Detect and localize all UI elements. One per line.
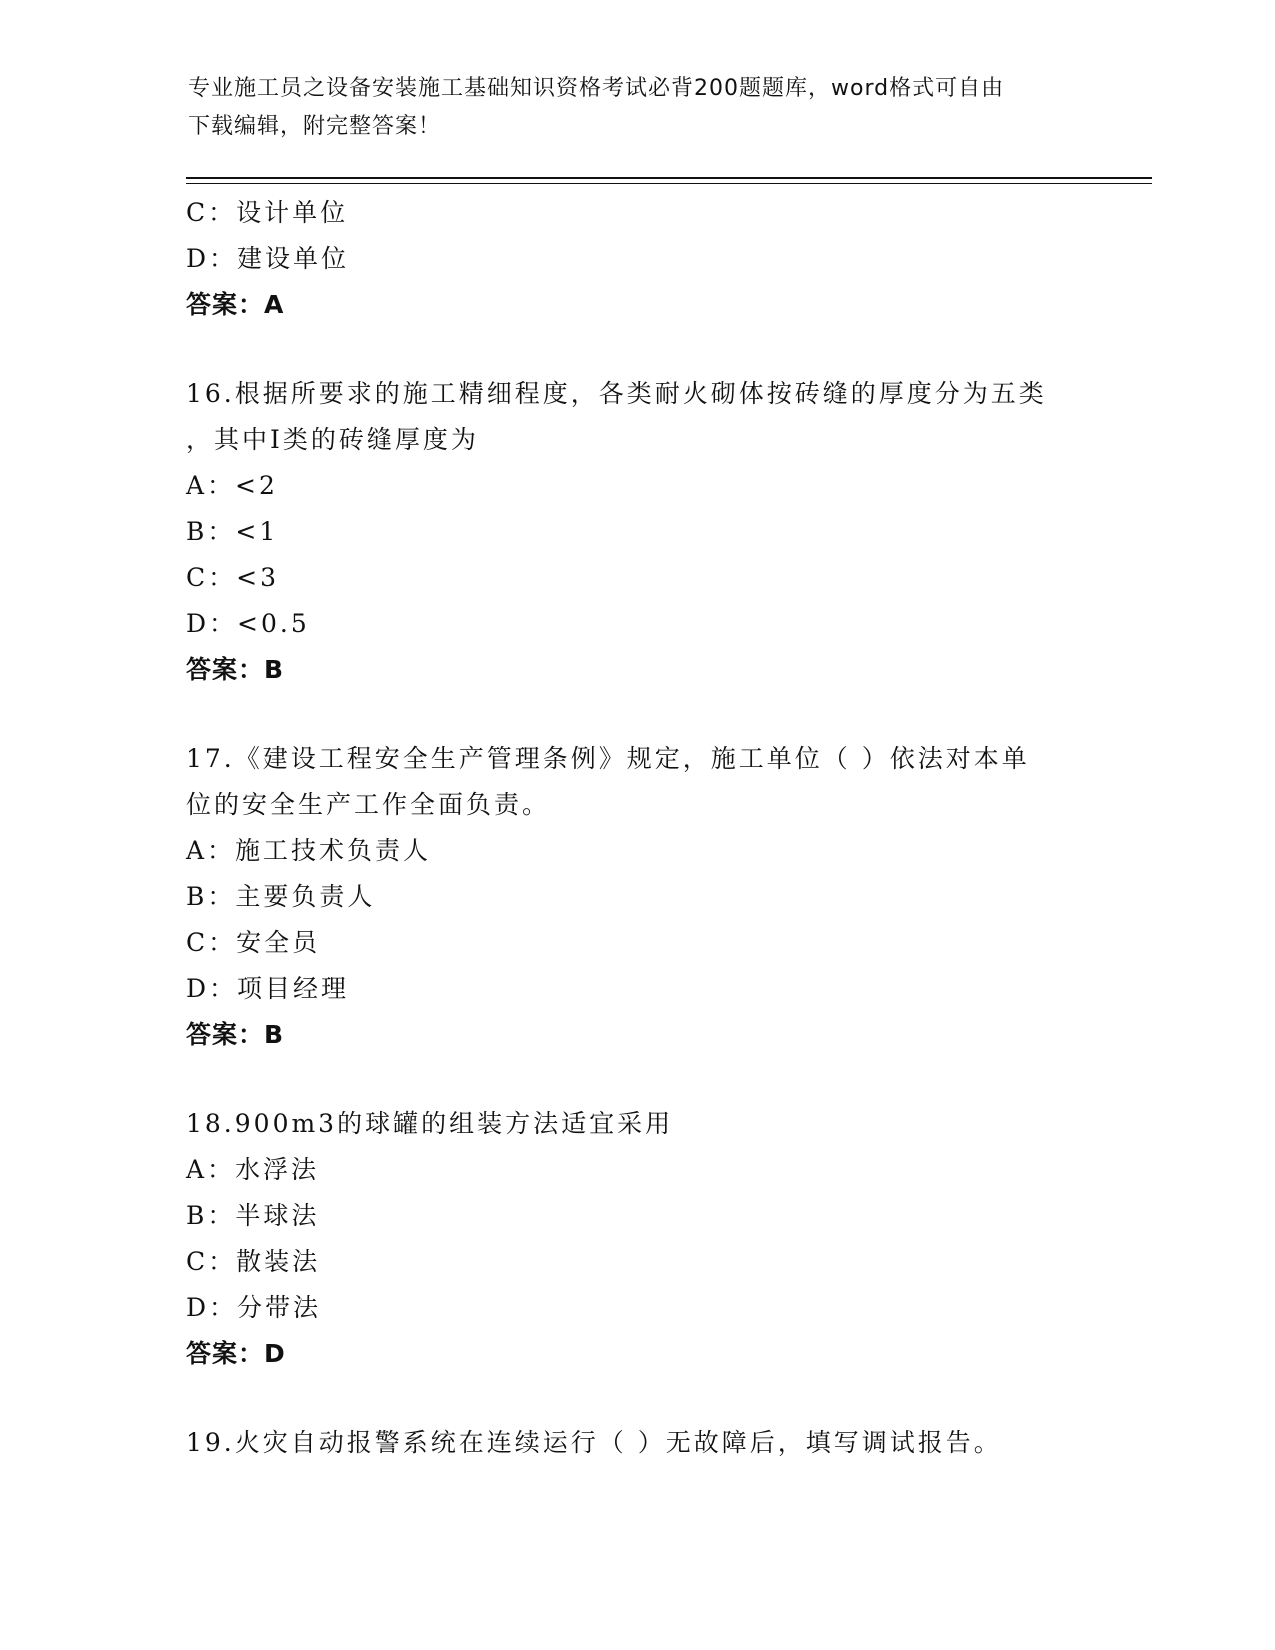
question-16-stem-line-1: 16.根据所要求的施工精细程度，各类耐火砌体按砖缝的厚度分为五类 (186, 379, 1047, 408)
question-17-option-a: A：施工技术负责人 (186, 836, 432, 865)
question-16-option-a: A：<2 (186, 471, 278, 500)
question-16-option-b: B：<1 (186, 517, 279, 546)
question-17-answer: 答案：B (186, 1020, 285, 1049)
question-17-option-b: B：主要负责人 (186, 882, 376, 911)
question-15-option-d: D：建设单位 (186, 244, 350, 273)
question-18-option-c: C：散装法 (186, 1247, 321, 1276)
question-16-block (186, 371, 1086, 693)
question-16-option-c: C：<3 (186, 563, 279, 592)
question-18-stem-line-1: 18.900m3的球罐的组装方法适宜采用 (186, 1109, 674, 1138)
question-list (186, 190, 1086, 1466)
question-16-stem-line-2: ，其中Ⅰ类的砖缝厚度为 (186, 425, 479, 454)
question-18-answer: 答案：D (186, 1339, 286, 1368)
question-16-answer: 答案：B (186, 655, 285, 684)
question-17-option-d: D：项目经理 (186, 974, 350, 1003)
question-15-answer: 答案：A (186, 290, 285, 319)
question-17-stem-line-1: 17.《建设工程安全生产管理条例》规定，施工单位（ ）依法对本单 (186, 744, 1030, 773)
document-header-title: 专业施工员之设备安装施工基础知识资格考试必背200题题库，word格式可自由 下载编辑，附完整答案！ (188, 76, 1005, 139)
header-divider-thick (186, 177, 1152, 179)
question-17-option-c: C：安全员 (186, 928, 321, 957)
question-15-option-c: C：设计单位 (186, 198, 349, 227)
question-19-stem-line-1: 19.火灾自动报警系统在连续运行（ ）无故障后，填写调试报告。 (186, 1428, 1002, 1457)
question-18-option-b: B：半球法 (186, 1201, 320, 1230)
question-spacer (186, 693, 1086, 736)
question-spacer (186, 1058, 1086, 1101)
question-19-block (186, 1420, 1086, 1466)
question-18-option-a: A：水浮法 (186, 1155, 320, 1184)
question-15-block (186, 190, 1086, 328)
question-17-block (186, 736, 1086, 1058)
question-18-option-d: D：分带法 (186, 1293, 322, 1322)
question-16-option-d: D：<0.5 (186, 609, 310, 638)
question-17-stem-line-2: 位的安全生产工作全面负责。 (186, 790, 551, 819)
question-spacer (186, 1377, 1086, 1420)
question-18-block (186, 1101, 1086, 1377)
question-spacer (186, 328, 1086, 371)
header-divider-thin (186, 183, 1152, 184)
